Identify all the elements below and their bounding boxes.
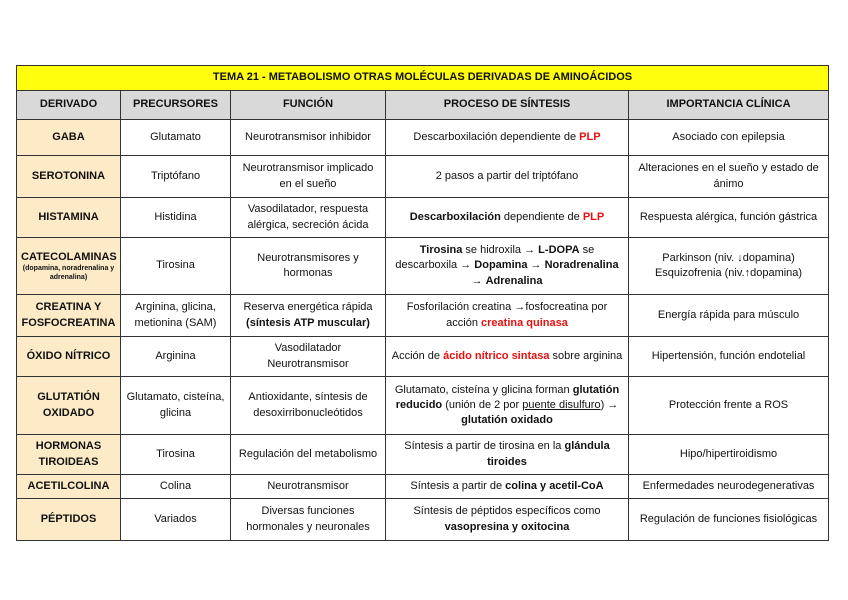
table-row (17, 295, 829, 337)
sintesis-text: Síntesis a partir de tirosina en la (404, 440, 565, 453)
table-row (17, 238, 829, 295)
funcion-cell: Regulación del metabolismo (231, 435, 386, 475)
sintesis-text: se descarboxila → (395, 244, 595, 272)
sintesis-text: sobre arginina (549, 349, 623, 362)
sintesis-text: Síntesis de péptidos específicos como (413, 505, 601, 518)
derivado-cell (17, 238, 121, 295)
table-row (17, 156, 829, 198)
clinica-cell: Hipertensión, función endotelial (629, 337, 829, 377)
precursores-cell: Tirosina (121, 238, 231, 295)
precursores-cell: Glutamato, cisteína, glicina (121, 377, 231, 435)
precursores-cell: Triptófano (121, 156, 231, 198)
sintesis-text: se hidroxila (462, 244, 525, 257)
sintesis-bold: glutatión oxidado (461, 414, 553, 427)
derivado-cell: GLUTATIÓN OXIDADO (17, 377, 121, 435)
header-funcion: FUNCIÓN (231, 91, 386, 120)
sintesis-highlight: PLP (579, 130, 601, 143)
table-title: TEMA 21 - METABOLISMO OTRAS MOLÉCULAS DERIVADAS DE AMINOÁCIDOS (17, 66, 829, 91)
table-row (17, 499, 829, 541)
sintesis-text: ) → (600, 398, 619, 411)
sintesis-cell (386, 120, 629, 156)
derivado-cell: ACETILCOLINA (17, 475, 121, 499)
sintesis-bold: glutatión reducido (395, 383, 620, 411)
sintesis-highlight: creatina quinasa (481, 316, 568, 329)
funcion-cell: Diversas funciones hormonales y neuronales (231, 499, 386, 541)
sintesis-bold: Descarboxilación (409, 210, 501, 223)
funcion-cell: Vasodilatador, respuesta alérgica, secreción ácida (231, 198, 386, 238)
precursores-cell: Arginina (121, 337, 231, 377)
sintesis-bold: Noradrenalina (544, 259, 619, 272)
sintesis-text: dependiente de (500, 210, 583, 223)
sintesis-text: Síntesis a partir de (410, 479, 506, 492)
table-row (17, 198, 829, 238)
precursores-cell: Variados (121, 499, 231, 541)
funcion-text: Reserva energética rápida (243, 301, 373, 314)
sintesis-cell: 2 pasos a partir del triptófano (386, 156, 629, 198)
funcion-cell: Neurotransmisor implicado en el sueño (231, 156, 386, 198)
sintesis-text: Glutamato, cisteína y glicina forman (394, 383, 573, 396)
sintesis-underline: puente disulfuro (522, 398, 601, 411)
derivado-label: CATECOLAMINAS (21, 251, 117, 264)
derivado-cell: HORMONAS TIROIDEAS (17, 435, 121, 475)
sintesis-text: Descarboxilación dependiente de (413, 130, 580, 143)
clinica-cell: Respuesta alérgica, función gástrica (629, 198, 829, 238)
sintesis-highlight: ácido nítrico sintasa (443, 349, 550, 362)
clinica-cell: Alteraciones en el sueño y estado de ánimo (629, 156, 829, 198)
sintesis-cell (386, 475, 629, 499)
derivado-cell: SEROTONINA (17, 156, 121, 198)
sintesis-bold: → L-DOPA (524, 244, 580, 257)
funcion-bold: (síntesis ATP muscular) (246, 316, 370, 329)
funcion-cell (231, 337, 386, 377)
sintesis-bold: vasopresina y oxitocina (444, 520, 570, 533)
sintesis-cell (386, 295, 629, 337)
precursores-cell: Tirosina (121, 435, 231, 475)
sintesis-bold: colina y acetil-CoA (505, 479, 604, 492)
derivado-cell: HISTAMINA (17, 198, 121, 238)
amino-acid-derivatives-table (16, 65, 829, 541)
header-proceso-sintesis: PROCESO DE SÍNTESIS (386, 91, 629, 120)
header-precursores: PRECURSORES (121, 91, 231, 120)
table-row (17, 120, 829, 156)
derivado-cell: GABA (17, 120, 121, 156)
derivado-cell: CREATINA Y FOSFOCREATINA (17, 295, 121, 337)
sintesis-text: → (527, 259, 545, 272)
clinica-cell: Protección frente a ROS (629, 377, 829, 435)
clinica-cell: Asociado con epilepsia (629, 120, 829, 156)
funcion-text: Vasodilatador Neurotransmisor (267, 342, 349, 370)
precursores-cell: Arginina, glicina, metionina (SAM) (121, 295, 231, 337)
funcion-cell: Neurotransmisor (231, 475, 386, 499)
sintesis-text: (unión de 2 por (442, 398, 523, 411)
table-row (17, 337, 829, 377)
sintesis-cell (386, 435, 629, 475)
derivado-cell: ÓXIDO NÍTRICO (17, 337, 121, 377)
funcion-cell (231, 295, 386, 337)
sintesis-cell (386, 238, 629, 295)
table-row (17, 435, 829, 475)
precursores-cell: Glutamato (121, 120, 231, 156)
clinica-cell: Hipo/hipertiroidismo (629, 435, 829, 475)
funcion-cell: Antioxidante, síntesis de desoxirribonucleótidos (231, 377, 386, 435)
sintesis-bold: Tirosina (419, 244, 463, 257)
clinica-line: Esquizofrenia (niv.↑dopamina) (654, 267, 803, 279)
clinica-cell: Energía rápida para músculo (629, 295, 829, 337)
table-row (17, 475, 829, 499)
sintesis-highlight: PLP (582, 210, 605, 223)
clinica-line: Parkinson (niv. ↓dopamina) (662, 251, 795, 264)
header-derivado: DERIVADO (17, 91, 121, 120)
funcion-cell: Neurotransmisores y hormonas (231, 238, 386, 295)
header-importancia-clinica: IMPORTANCIA CLÍNICA (629, 91, 829, 120)
clinica-cell: Enfermedades neurodegenerativas (629, 475, 829, 499)
derivado-sublabel: (dopamina, noradrenalina y adrenalina) (22, 265, 115, 281)
sintesis-bold: Dopamina (474, 259, 528, 272)
sintesis-cell (386, 198, 629, 238)
funcion-cell: Neurotransmisor inhibidor (231, 120, 386, 156)
derivado-cell: PÉPTIDOS (17, 499, 121, 541)
sintesis-cell (386, 337, 629, 377)
table-row (17, 377, 829, 435)
sintesis-text: Fosforilación creatina →fosfocreatina por acción (406, 301, 608, 329)
sintesis-cell (386, 377, 629, 435)
sintesis-text: → (471, 274, 486, 287)
clinica-cell (629, 238, 829, 295)
sintesis-bold: glándula tiroides (487, 440, 610, 468)
sintesis-text: Acción de (391, 349, 444, 362)
precursores-cell: Histidina (121, 198, 231, 238)
sintesis-cell (386, 499, 629, 541)
clinica-cell: Regulación de funciones fisiológicas (629, 499, 829, 541)
precursores-cell: Colina (121, 475, 231, 499)
sintesis-bold: Adrenalina (485, 274, 543, 287)
